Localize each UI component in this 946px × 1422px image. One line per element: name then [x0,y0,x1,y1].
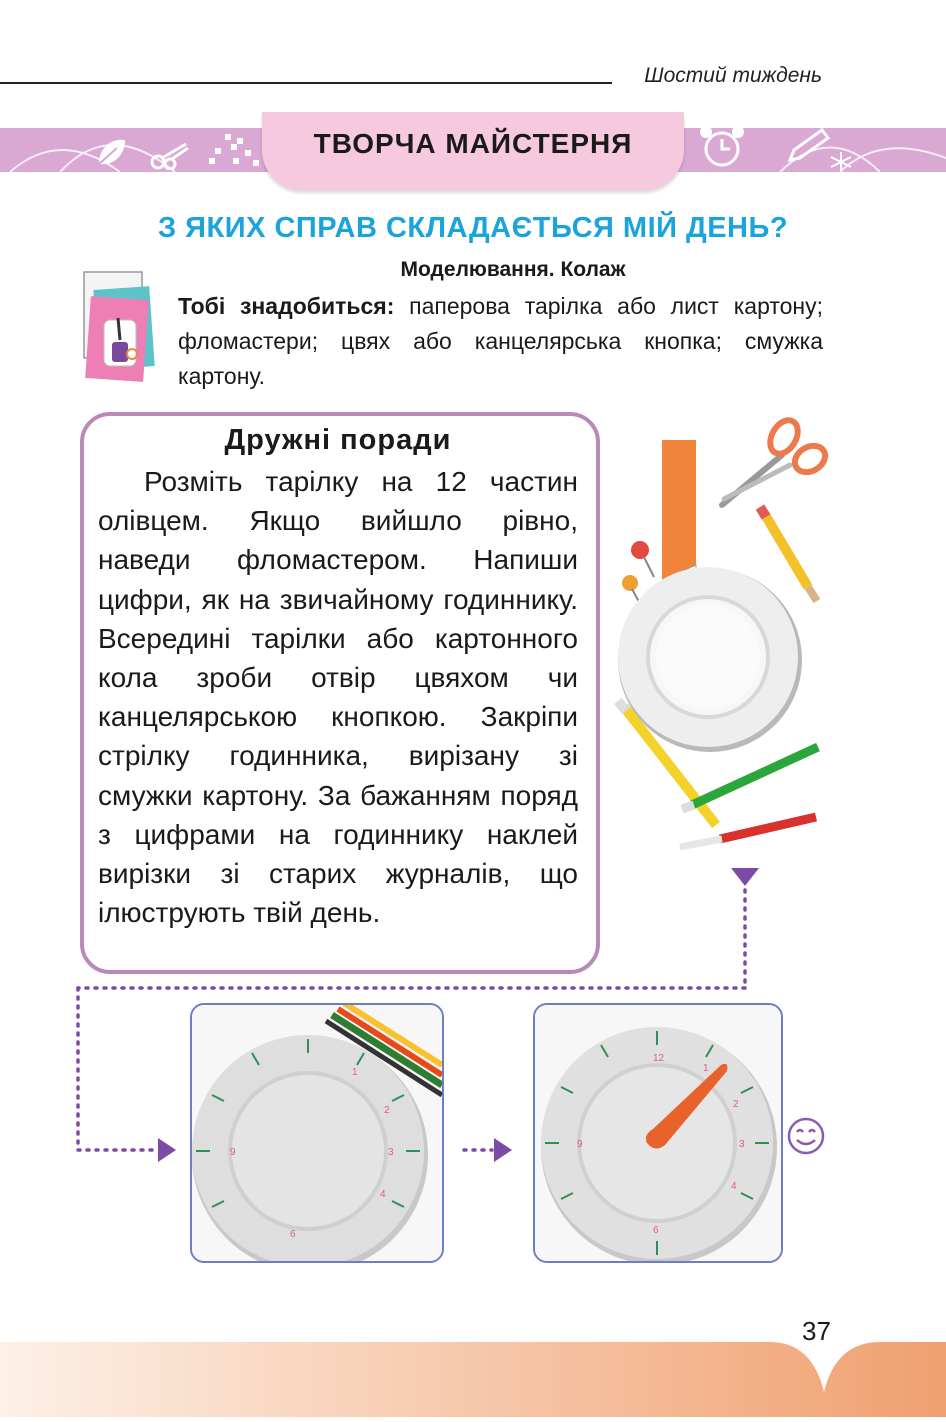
materials-label: Тобі знадобиться: [178,293,395,319]
sparkle-icon [205,134,261,173]
arrow-right-icon [494,1138,512,1162]
scissors-icon [722,415,830,505]
svg-text:12: 12 [653,1053,665,1064]
footer-band [0,1340,946,1422]
svg-text:4: 4 [380,1189,386,1200]
svg-text:1: 1 [703,1063,709,1074]
lesson-title: З ЯКИХ СПРАВ СКЛАДАЄТЬСЯ МІЙ ДЕНЬ? [157,212,789,244]
banner-title: ТВОРЧА МАЙСТЕРНЯ [313,128,633,159]
alarm-clock-icon [696,124,748,175]
week-label: Шостий тиждень [644,64,822,87]
svg-text:6: 6 [653,1225,659,1236]
lesson-subtitle: Моделювання. Колаж [400,258,626,281]
cardboard-strip-icon [662,440,696,580]
paper-plate-icon [618,567,802,752]
svg-text:2: 2 [384,1105,390,1116]
step-photo-marked-plate [190,1003,444,1263]
materials-icon [78,270,158,393]
svg-text:9: 9 [577,1139,583,1150]
arrow-down-icon [731,868,759,886]
svg-text:9: 9 [230,1147,236,1158]
svg-text:3: 3 [739,1139,745,1150]
snowflake-icon [826,150,856,179]
svg-text:4: 4 [731,1181,737,1192]
header-rule [0,82,612,84]
svg-text:3: 3 [388,1147,394,1158]
materials-paragraph [178,289,823,394]
craft-materials-illustration [612,415,832,870]
svg-text:2: 2 [733,1099,739,1110]
materials-text: паперова тарілка або лист картону; фломастери; цвях або канцелярська кнопка; смужка картону. [178,293,824,389]
scissors-small-icon [150,140,190,175]
leaf-icon [95,136,129,173]
tips-title: Дружні поради [224,424,452,456]
step-photo-finished-clock [533,1003,783,1263]
arrow-right-icon [158,1138,176,1162]
page-number: 37 [802,1316,831,1346]
svg-text:1: 1 [352,1067,358,1078]
svg-text:6: 6 [290,1229,296,1240]
pencil-icon [760,507,817,601]
tips-text: Розміть тарілку на 12 частин олівцем. Якщо вийшло рівно, наведи фломастером. Напиши цифри, як на звичайному годиннику. Всередині тарілки або картонного кола зроби отвір цвяхом чи канцелярською кнопкою. Закріпи стрілку годинника, вирізану зі смужки картону. За бажанням поряд з цифрами на годиннику наклей вирізки зі старих журналів, що ілюструють твій день. [98,466,578,929]
smiley-icon [786,1116,826,1161]
